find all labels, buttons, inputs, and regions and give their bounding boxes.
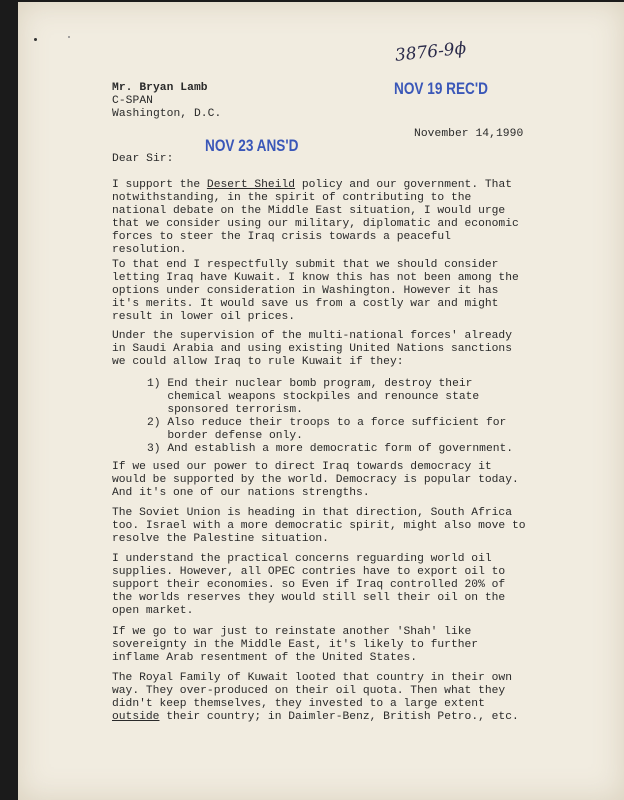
paragraph-line: inflame Arab resentment of the United States. — [112, 652, 418, 664]
paragraph-3 — [112, 330, 552, 369]
punch-mark — [68, 36, 70, 38]
list-item: 3) And establish a more democratic form of government. — [147, 443, 514, 455]
paragraph-5 — [112, 507, 552, 546]
paragraph-line: open market. — [112, 605, 194, 617]
paragraph-line: too. Israel with a more democratic spirit, might also move to — [112, 520, 526, 532]
letter-date: November 14,1990 — [414, 128, 524, 140]
paragraph-7 — [112, 626, 552, 665]
paragraph-line: it's merits. It would save us from a costly war and might — [112, 298, 499, 310]
paragraph-line: the worlds reserves they would still sell their oil on the — [112, 592, 506, 604]
paragraph-6 — [112, 553, 552, 618]
paragraph-8 — [112, 672, 552, 724]
list-item: chemical weapons stockpiles and renounce state — [147, 391, 480, 403]
paragraph-4 — [112, 461, 552, 500]
paragraph-line: forces to steer the Iraq crisis towards a peaceful — [112, 231, 451, 243]
paragraph-line: we could allow Iraq to rule Kuwait if they: — [112, 356, 404, 368]
paragraph-line: And it's one of our nations strengths. — [112, 487, 370, 499]
paragraph-line: The Royal Family of Kuwait looted that country in their own — [112, 672, 512, 684]
paragraph-1 — [112, 179, 552, 257]
conditions-list — [147, 378, 567, 456]
paragraph-line: resolve the Palestine situation. — [112, 533, 329, 545]
paragraph-line: If we go to war just to reinstate another 'Shah' like — [112, 626, 472, 638]
recipient-name: Mr. Bryan Lamb — [112, 82, 208, 94]
paragraph-line: I support the Desert Sheild policy and our government. That — [112, 179, 512, 191]
letter-page — [18, 2, 624, 800]
paragraph-line: The Soviet Union is heading in that direction, South Africa — [112, 507, 512, 519]
paragraph-line: in Saudi Arabia and using existing United Nations sanctions — [112, 343, 512, 355]
paragraph-line: If we used our power to direct Iraq towards democracy it — [112, 461, 492, 473]
paragraph-line: notwithstanding, in the spirit of contributing to the — [112, 192, 472, 204]
paragraph-line: supplies. However, all OPEC contries have to export oil to — [112, 566, 506, 578]
received-date-stamp: NOV 19 REC'D — [394, 79, 488, 98]
paragraph-line: options under consideration in Washington. However it has — [112, 285, 499, 297]
underlined-text: Desert Sheild — [206, 179, 296, 191]
punch-mark — [34, 38, 37, 41]
paragraph-line: Under the supervision of the multi-national forces' already — [112, 330, 512, 342]
paragraph-line: way. They over-produced on their oil quota. Then what they — [112, 685, 506, 697]
paragraph-line: national debate on the Middle East situation, I would urge — [112, 205, 506, 217]
paragraph-line: letting Iraq have Kuwait. I know this has not been among the — [112, 272, 519, 284]
paragraph-line: would be supported by the world. Democracy is popular today. — [112, 474, 519, 486]
paragraph-line: that we consider using our military, diplomatic and economic — [112, 218, 519, 230]
paragraph-line: I understand the practical concerns reguarding world oil — [112, 553, 492, 565]
paragraph-line: outside their country; in Daimler-Benz, British Petro., etc. — [112, 711, 519, 723]
paragraph-line: sovereignty in the Middle East, it's likely to further — [112, 639, 479, 651]
paragraph-line: support their economies. so Even if Iraq controlled 20% of — [112, 579, 506, 591]
paragraph-2 — [112, 259, 552, 324]
underlined-text: outside — [112, 711, 160, 723]
list-item: border defense only. — [147, 430, 303, 442]
paragraph-line: resolution. — [112, 244, 187, 256]
answered-date-stamp: NOV 23 ANS'D — [205, 136, 299, 155]
recipient-city: Washington, D.C. — [112, 108, 222, 120]
list-item: 1) End their nuclear bomb program, destroy their — [147, 378, 473, 390]
salutation: Dear Sir: — [112, 153, 174, 165]
paragraph-line: result in lower oil prices. — [112, 311, 296, 323]
paragraph-line: didn't keep themselves, they invested to a large extent — [112, 698, 485, 710]
list-item: sponsored terrorism. — [147, 404, 303, 416]
paragraph-line: To that end I respectfully submit that we should consider — [112, 259, 499, 271]
handwritten-reference-number: 3876-9ϕ — [394, 38, 468, 66]
recipient-org: C-SPAN — [112, 95, 153, 107]
list-item: 2) Also reduce their troops to a force sufficient for — [147, 417, 507, 429]
